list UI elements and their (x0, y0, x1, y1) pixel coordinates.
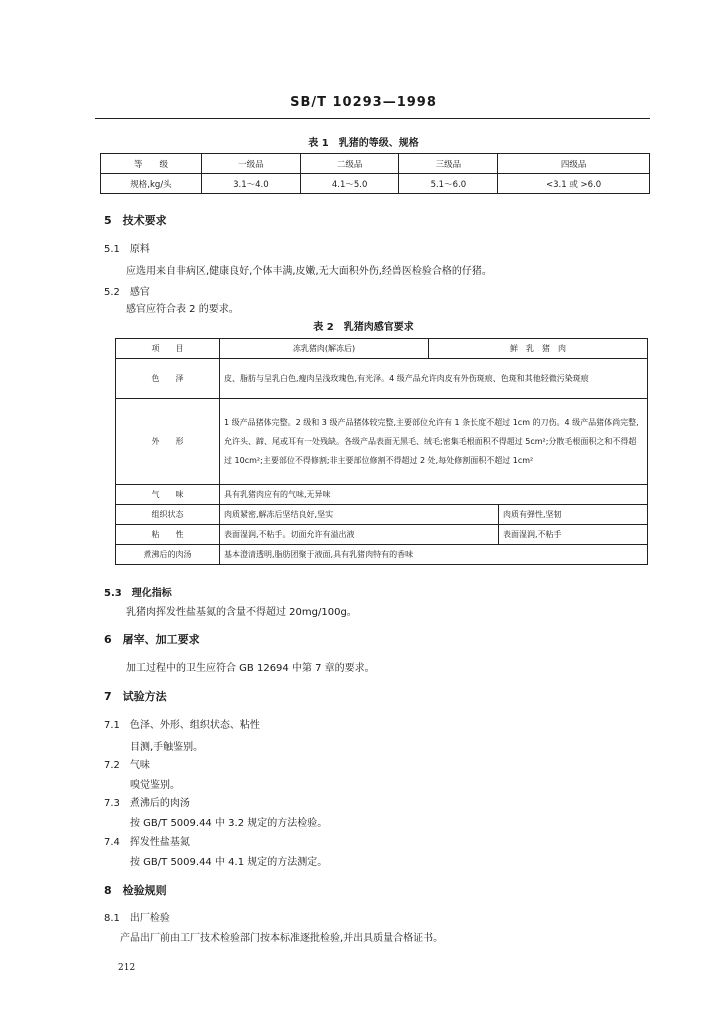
row-label-odor: 气 味 (116, 485, 220, 505)
section-8-heading: 8 检验规则 (104, 884, 167, 897)
section-8-1-text: 产品出厂前由工厂技术检验部门按本标准逐批检验,并出具质量合格证书。 (120, 933, 444, 944)
section-5-1-heading: 5.1 原料 (104, 244, 150, 255)
row-label-broth: 煮沸后的肉汤 (116, 545, 220, 565)
row-label-stickiness: 粘 性 (116, 525, 220, 545)
stickiness-fresh: 表面湿润,不粘手 (499, 525, 648, 545)
section-8-1-heading: 8.1 出厂检验 (104, 913, 170, 924)
color-requirement: 皮、脂肪与呈乳白色,瘦肉呈浅玫瑰色,有光泽。4 级产品允许肉皮有外伤斑痕、色斑和其他轻微污染斑痕 (220, 359, 648, 399)
standard-code-header: SB/T 10293—1998 (290, 95, 437, 110)
section-5-heading: 5 技术要求 (104, 214, 167, 227)
section-7-3-text: 按 GB/T 5009.44 中 3.2 规定的方法检验。 (130, 818, 328, 829)
grade-header-label: 等 级 (101, 154, 202, 174)
spec-value-cell: <3.1 或 >6.0 (498, 174, 650, 194)
spec-row-label: 规格,kg/头 (101, 174, 202, 194)
section-7-4-heading: 7.4 挥发性盐基氮 (104, 837, 190, 848)
table-row (116, 545, 648, 565)
section-5-3-heading: 5.3 理化指标 (104, 588, 172, 599)
section-5-1-text: 应选用来自非病区,健康良好,个体丰满,皮嫩,无大面积外伤,经兽医检验合格的仔猪。 (126, 266, 492, 277)
spec-value-cell: 3.1～4.0 (202, 174, 301, 194)
table-row (116, 359, 648, 399)
section-5-3-text: 乳猪肉挥发性盐基氮的含量不得超过 20mg/100g。 (126, 607, 357, 618)
odor-requirement: 具有乳猪肉应有的气味,无异味 (220, 485, 648, 505)
section-6-heading: 6 屠宰、加工要求 (104, 633, 200, 646)
row-label-shape: 外 形 (116, 399, 220, 485)
table-row (116, 525, 648, 545)
section-7-3-heading: 7.3 煮沸后的肉汤 (104, 798, 190, 809)
grade-spec-table (100, 153, 650, 194)
table-row (116, 505, 648, 525)
table2-caption: 表 2 乳猪肉感官要求 (313, 322, 414, 333)
page-number: 212 (118, 963, 136, 973)
shape-requirement: 1 级产品猪体完整。2 级和 3 级产品猪体较完整,主要部位允许有 1 条长度不超过 1cm 的刀伤。4 级产品猪体尚完整,允许头、蹄、尾或耳有一处残缺。各级产品表面无黑毛、绒毛;密集毛根面积不得超过 5cm²;分散毛根面积之和不得超过 10cm²;主要部位不得修割;非主要部位修割不得超过 2 处,每处修割面积不超过 1cm² (220, 399, 648, 485)
col-header-fresh: 鲜 乳 猪 肉 (429, 339, 648, 359)
table-row (101, 154, 650, 174)
broth-requirement: 基本澄清透明,脂肪团聚于液面,具有乳猪肉特有的香味 (220, 545, 648, 565)
spec-value-cell: 4.1～5.0 (300, 174, 399, 194)
col-header-item: 项 目 (116, 339, 220, 359)
table-row (116, 485, 648, 505)
section-7-2-heading: 7.2 气味 (104, 760, 150, 771)
grade-header-cell: 三级品 (399, 154, 498, 174)
sensory-requirements-table (115, 338, 648, 565)
spec-value-cell: 5.1～6.0 (399, 174, 498, 194)
stickiness-frozen: 表面湿润,不粘手。切面允许有溢出液 (220, 525, 499, 545)
table1-caption: 表 1 乳猪的等级、规格 (308, 138, 419, 149)
section-7-2-text: 嗅觉鉴别。 (130, 780, 180, 791)
section-7-heading: 7 试验方法 (104, 690, 167, 703)
section-5-2-text: 感官应符合表 2 的要求。 (126, 304, 239, 315)
row-label-color: 色 泽 (116, 359, 220, 399)
row-label-tissue: 组织状态 (116, 505, 220, 525)
col-header-frozen: 冻乳猪肉(解冻后) (220, 339, 429, 359)
section-6-text: 加工过程中的卫生应符合 GB 12694 中第 7 章的要求。 (126, 663, 375, 674)
header-rule (95, 118, 650, 119)
tissue-frozen: 肉质紧密,解冻后坚结良好,坚实 (220, 505, 499, 525)
section-7-4-text: 按 GB/T 5009.44 中 4.1 规定的方法测定。 (130, 857, 328, 868)
section-5-2-heading: 5.2 感官 (104, 287, 150, 298)
table-row (101, 174, 650, 194)
table-row (116, 339, 648, 359)
tissue-fresh: 肉质有弹性,坚韧 (499, 505, 648, 525)
section-7-1-heading: 7.1 色泽、外形、组织状态、粘性 (104, 720, 260, 731)
grade-header-cell: 二级品 (300, 154, 399, 174)
section-7-1-text: 目测,手触鉴别。 (130, 742, 204, 753)
table-row (116, 399, 648, 485)
grade-header-cell: 四级品 (498, 154, 650, 174)
grade-header-cell: 一级品 (202, 154, 301, 174)
